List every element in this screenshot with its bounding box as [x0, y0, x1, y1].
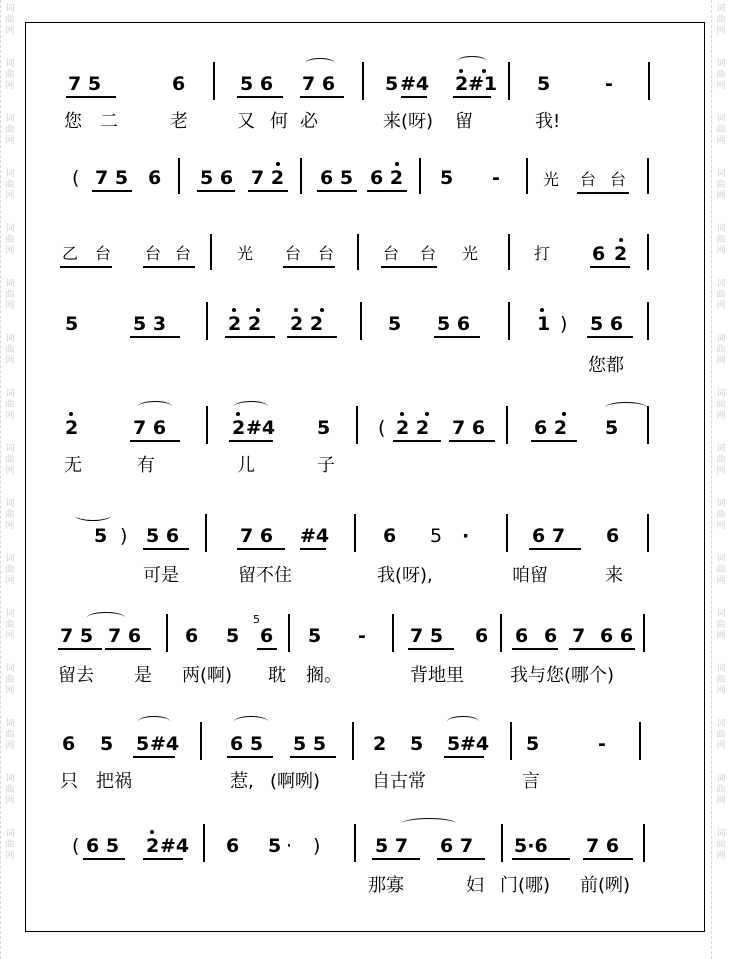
underline — [257, 648, 277, 650]
watermark-text: 词 曲 网 — [716, 224, 726, 256]
watermark-text: 词 曲 网 — [716, 169, 726, 201]
underline — [401, 96, 427, 98]
note: 7 6 — [108, 625, 142, 647]
octave-dot — [459, 69, 463, 73]
lyric: 二 — [100, 111, 118, 132]
underline — [577, 192, 629, 194]
watermark-text: 词 曲 网 — [716, 774, 726, 806]
watermark-text: 词 曲 网 — [716, 114, 726, 146]
barline — [205, 514, 207, 552]
watermark-text: 词 曲 网 — [5, 334, 15, 366]
note: 5 6 — [146, 525, 180, 547]
percussion: 台 — [420, 244, 437, 263]
lyric: 自古常 — [372, 771, 426, 792]
note: 2 — [455, 73, 469, 95]
note: 7 5 — [95, 167, 129, 189]
note: 5 3 — [133, 313, 167, 335]
note: 5 — [605, 417, 619, 439]
note: 7 6 — [133, 417, 167, 439]
barline — [643, 614, 645, 652]
underline — [290, 756, 336, 758]
lyric: 留 — [455, 111, 473, 132]
octave-dot — [400, 412, 404, 416]
note: 5 — [440, 167, 454, 189]
slur — [87, 612, 125, 623]
note: 6 5 — [320, 167, 354, 189]
barline — [357, 234, 359, 270]
barline — [648, 62, 650, 100]
note: #4 — [160, 835, 190, 857]
barline — [300, 158, 302, 194]
note: - — [492, 167, 500, 189]
octave-dot — [69, 412, 73, 416]
lyric: 儿 — [237, 455, 255, 476]
barline — [643, 824, 645, 862]
underline — [143, 548, 189, 550]
note: 7 — [572, 625, 586, 647]
note: 7 6 — [240, 525, 274, 547]
underline — [300, 548, 326, 550]
note: 6 — [592, 243, 606, 265]
note: 5 7 — [375, 835, 409, 857]
note: 7 6 — [586, 835, 620, 857]
note: 2 2 — [228, 313, 262, 335]
note: 6 — [606, 525, 620, 547]
underline — [197, 190, 235, 192]
octave-dot — [562, 412, 566, 416]
lyric: 子 — [317, 455, 335, 476]
barline — [647, 406, 649, 444]
barline — [354, 824, 356, 862]
barline — [352, 722, 354, 760]
watermark-text: 词 曲 网 — [5, 609, 15, 641]
watermark-text: 词 曲 网 — [716, 334, 726, 366]
note: 6 — [475, 625, 489, 647]
underline — [225, 336, 275, 338]
octave-dot — [236, 412, 240, 416]
note: 7 5 — [410, 625, 444, 647]
lyric: 无 — [64, 455, 82, 476]
watermark-text: 词 曲 网 — [716, 279, 726, 311]
note: ( — [72, 167, 80, 189]
underline — [437, 858, 485, 860]
percussion: 乙 — [62, 244, 79, 263]
watermark-text: 词 曲 网 — [5, 59, 15, 91]
note: 5 — [385, 73, 399, 95]
underline — [512, 858, 570, 860]
octave-dot — [276, 162, 280, 166]
underline — [317, 190, 357, 192]
note: 6 — [148, 167, 162, 189]
note: 7 6 — [302, 73, 336, 95]
underline — [60, 266, 112, 268]
underline — [237, 96, 283, 98]
lyric: 我(呀), — [377, 565, 433, 586]
lyric: 咱留 — [512, 565, 548, 586]
lyric: 留不住 — [238, 565, 292, 586]
underline — [83, 858, 125, 860]
barline — [288, 614, 290, 652]
note: 6 — [226, 835, 240, 857]
watermark-text: 词 曲 网 — [5, 719, 15, 751]
underline — [434, 336, 480, 338]
underline — [133, 756, 175, 758]
barline — [647, 302, 649, 340]
percussion: 光 — [237, 244, 254, 263]
underline — [583, 858, 633, 860]
lyric: 老 — [170, 111, 188, 132]
underline — [300, 96, 344, 98]
lyric: 搁。 — [306, 665, 342, 686]
note: 6 — [544, 625, 558, 647]
note: ( — [378, 417, 386, 439]
note: 6 — [515, 625, 529, 647]
note: - — [598, 733, 606, 755]
watermark-text: 词 曲 网 — [716, 444, 726, 476]
barline — [213, 62, 215, 100]
underline — [381, 266, 437, 268]
underline — [449, 440, 495, 442]
underline — [227, 756, 273, 758]
percussion: 打 — [534, 244, 551, 263]
lyric: 耽 — [268, 665, 286, 686]
note: 5 — [410, 733, 424, 755]
note: · — [462, 525, 470, 547]
lyric: 只 — [60, 771, 78, 792]
slur — [234, 401, 268, 412]
barline — [392, 614, 394, 652]
underline — [248, 190, 288, 192]
watermark-text: 词 曲 网 — [5, 114, 15, 146]
watermark-text: 词 曲 网 — [716, 664, 726, 696]
barline — [526, 158, 528, 194]
underline — [143, 266, 195, 268]
note: 6 — [172, 73, 186, 95]
barline — [206, 302, 208, 340]
barline — [360, 302, 362, 340]
watermark-text: 词 曲 网 — [716, 389, 726, 421]
note: 5 — [226, 625, 240, 647]
note: 7 5 — [68, 73, 102, 95]
note: ) — [560, 313, 568, 335]
percussion: 光 — [543, 170, 560, 189]
watermark-text: 词 曲 网 — [5, 389, 15, 421]
underline — [531, 440, 577, 442]
note: 2 — [373, 733, 387, 755]
lyric: 又 — [237, 111, 255, 132]
underline — [367, 190, 407, 192]
note: #4 — [400, 73, 430, 95]
lyric: 我与您(哪个) — [510, 665, 615, 686]
percussion: 台 — [318, 244, 335, 263]
note: 6 2 — [534, 417, 568, 439]
note: ) — [313, 835, 321, 857]
barline — [178, 158, 180, 194]
note: 7 5 — [60, 625, 94, 647]
slur — [457, 56, 487, 67]
underline — [529, 548, 581, 550]
underline — [105, 648, 151, 650]
lyric: 那寡 — [368, 875, 404, 896]
watermark-text: 词 曲 网 — [716, 4, 726, 36]
underline — [453, 96, 491, 98]
percussion: 光 — [462, 244, 479, 263]
lyric: 把祸 — [96, 771, 132, 792]
note: 2 2 — [396, 417, 430, 439]
percussion: 台 — [95, 244, 112, 263]
lyric: 是 — [134, 665, 152, 686]
note: · — [286, 835, 293, 857]
underline — [512, 648, 558, 650]
barline — [210, 234, 212, 270]
note: 5 — [430, 525, 443, 547]
note: 5 — [65, 313, 79, 335]
note: 5 — [94, 525, 108, 547]
note: 5 5 — [293, 733, 327, 755]
note: - — [358, 625, 366, 647]
note: 2 2 — [290, 313, 324, 335]
watermark-text: 词 曲 网 — [5, 169, 15, 201]
note: #4 — [300, 525, 330, 547]
barline — [419, 158, 421, 194]
percussion: 台 — [145, 244, 162, 263]
watermark-text: 词 曲 网 — [716, 609, 726, 641]
barline — [508, 302, 510, 340]
underline — [283, 266, 335, 268]
note: 6 7 — [532, 525, 566, 547]
octave-dot — [482, 69, 486, 73]
underline — [58, 648, 102, 650]
watermark-text: 词 曲 网 — [716, 59, 726, 91]
lyric: 来(呀) — [383, 111, 434, 132]
barline — [647, 158, 649, 194]
barline — [508, 234, 510, 270]
lyric: 门(哪) — [500, 875, 551, 896]
octave-dot — [256, 308, 260, 312]
percussion: 台 — [610, 170, 627, 189]
note: 6 5 — [230, 733, 264, 755]
lyric: (啊咧) — [270, 771, 321, 792]
note: 6 5 — [86, 835, 120, 857]
percussion: 台 — [383, 244, 400, 263]
note: 6 2 — [370, 167, 404, 189]
barline — [362, 62, 364, 100]
tie — [605, 402, 647, 413]
underline — [569, 648, 635, 650]
octave-dot — [294, 308, 298, 312]
note: 6 7 — [440, 835, 474, 857]
octave-dot — [395, 162, 399, 166]
note: 5 — [388, 313, 402, 335]
barline — [500, 614, 502, 652]
watermark-text: 词 曲 网 — [5, 4, 15, 36]
slur — [234, 716, 268, 727]
barline — [506, 514, 508, 552]
watermark-text: 词 曲 网 — [5, 554, 15, 586]
octave-dot — [425, 412, 429, 416]
barline — [647, 234, 649, 270]
lyric: 来 — [605, 565, 623, 586]
lyric: 前(咧) — [580, 875, 631, 896]
underline — [590, 266, 630, 268]
lyric: 必 — [300, 111, 318, 132]
note: - — [605, 73, 613, 95]
slur — [305, 58, 335, 69]
watermark-text: 词 曲 网 — [716, 829, 726, 861]
note: ( — [72, 835, 80, 857]
tie — [75, 510, 111, 521]
note: ) — [120, 525, 128, 547]
note: #4 — [246, 417, 276, 439]
note: 5 6 — [240, 73, 274, 95]
barline — [166, 614, 168, 652]
octave-dot — [619, 238, 623, 242]
watermark-text: 词 曲 网 — [716, 499, 726, 531]
note: 5 6 — [200, 167, 234, 189]
barline — [354, 514, 356, 552]
underline — [408, 648, 454, 650]
note: 1 — [537, 313, 551, 335]
note: 5 — [100, 733, 114, 755]
barline — [647, 514, 649, 552]
barline — [206, 406, 208, 444]
grace-note: 5 — [253, 613, 260, 626]
octave-dot — [232, 308, 236, 312]
note: #1 — [468, 73, 498, 95]
lyric: 惹, — [230, 771, 254, 792]
barline — [203, 824, 205, 862]
underline — [130, 440, 180, 442]
percussion: 台 — [285, 244, 302, 263]
watermark-text: 词 曲 网 — [5, 224, 15, 256]
underline — [92, 190, 132, 192]
underline — [444, 756, 484, 758]
note: 6 6 — [600, 625, 634, 647]
note: 6 — [185, 625, 199, 647]
note: 2 — [65, 417, 79, 439]
lyric: 您都 — [588, 355, 624, 376]
lyric: 何 — [270, 111, 288, 132]
lyric: 妇 — [466, 875, 484, 896]
underline — [393, 440, 441, 442]
note: 5 — [136, 733, 150, 755]
barline — [508, 62, 510, 100]
watermark-text: 词 曲 网 — [5, 774, 15, 806]
barline — [510, 722, 512, 760]
note: 5 — [526, 733, 540, 755]
barline — [200, 722, 202, 760]
note: 2 — [232, 417, 246, 439]
lyric: 您 — [64, 111, 82, 132]
note: 2 — [146, 835, 160, 857]
note: 6 — [62, 733, 76, 755]
slur — [138, 716, 170, 727]
watermark-text: 词 曲 网 — [716, 719, 726, 751]
octave-dot — [150, 830, 154, 834]
note: 5 6 — [437, 313, 471, 335]
note: 6 — [383, 525, 397, 547]
note: #4 — [460, 733, 490, 755]
underline — [587, 336, 633, 338]
slur — [447, 716, 479, 727]
watermark-text: 词 曲 网 — [716, 554, 726, 586]
watermark-text: 词 曲 网 — [5, 664, 15, 696]
slur — [138, 401, 172, 412]
note: 5·6 — [514, 835, 548, 857]
watermark-text: 词 曲 网 — [5, 829, 15, 861]
underline — [130, 336, 180, 338]
note: 5 — [317, 417, 331, 439]
percussion: 台 — [175, 244, 192, 263]
note: #4 — [150, 733, 180, 755]
note: 5 6 — [590, 313, 624, 335]
barline — [356, 406, 358, 444]
barline — [501, 824, 503, 862]
octave-dot — [540, 308, 544, 312]
note: 6 — [260, 625, 274, 647]
note: 7 6 — [452, 417, 486, 439]
underline — [229, 440, 273, 442]
note: 5 — [268, 835, 282, 857]
note: 5 — [308, 625, 322, 647]
lyric: 两(啊) — [182, 665, 233, 686]
lyric: 可是 — [143, 565, 179, 586]
barline — [639, 722, 641, 760]
underline — [237, 548, 285, 550]
underline — [287, 336, 337, 338]
note: 5 — [447, 733, 461, 755]
note: 7 2 — [251, 167, 285, 189]
underline — [372, 858, 420, 860]
lyric: 我! — [535, 111, 561, 132]
note: 5 — [537, 73, 551, 95]
barline — [506, 406, 508, 444]
underline — [66, 96, 116, 98]
watermark-text: 词 曲 网 — [5, 444, 15, 476]
lyric: 有 — [137, 455, 155, 476]
note: 2 — [614, 243, 628, 265]
lyric: 言 — [522, 771, 540, 792]
underline — [143, 858, 183, 860]
octave-dot — [320, 308, 324, 312]
watermark-text: 词 曲 网 — [5, 499, 15, 531]
percussion: 台 — [580, 170, 597, 189]
lyric: 背地里 — [410, 665, 464, 686]
lyric: 留去 — [58, 665, 94, 686]
watermark-text: 词 曲 网 — [5, 279, 15, 311]
slur — [402, 818, 456, 829]
